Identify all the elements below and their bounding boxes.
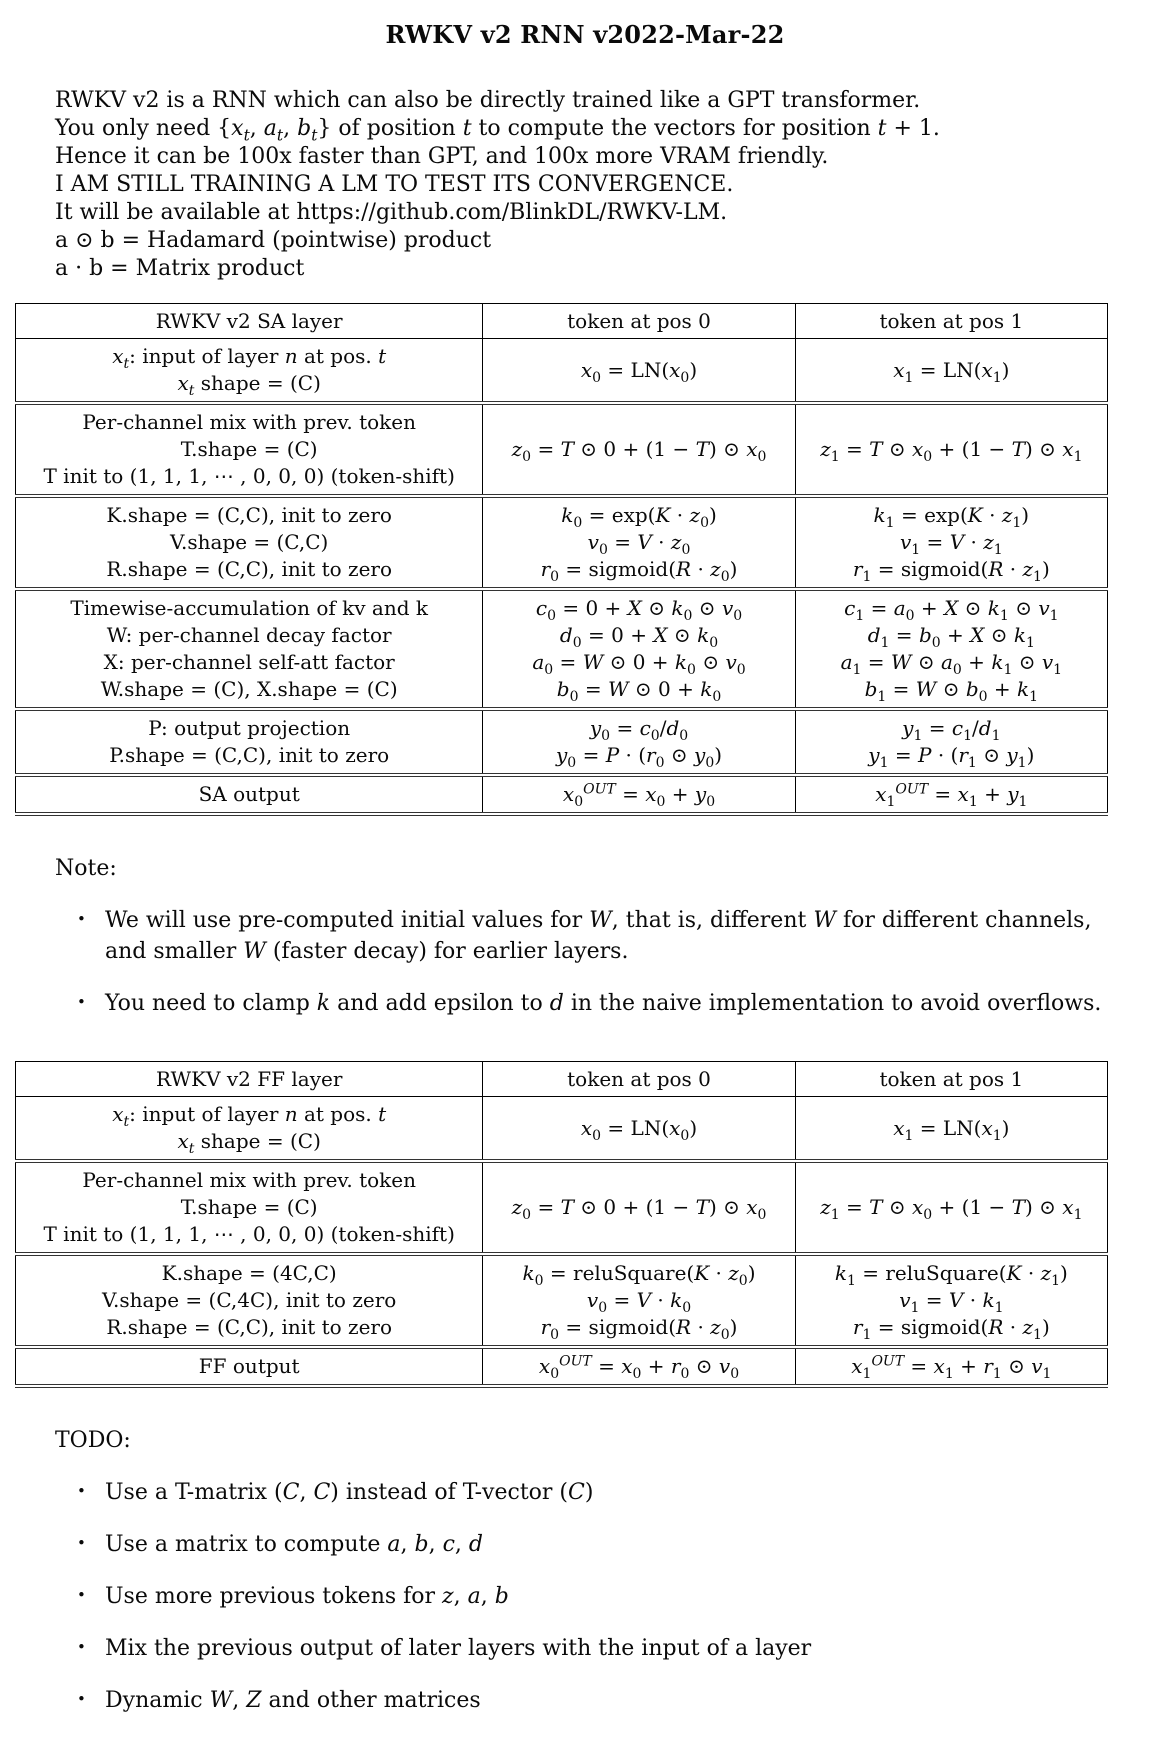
bullet-icon: •	[77, 1690, 86, 1708]
bullet-text: Use a matrix to compute a, b, c, d	[105, 1532, 483, 1557]
text-line: a · b = Matrix product	[55, 256, 305, 281]
formula-line: $k_1$ = reluSquare(K · $z_1$)	[834, 1261, 1068, 1289]
table-cell	[483, 403, 795, 496]
formula-line: $x_1^{OUT} = x_1 + y_1$	[875, 781, 1028, 810]
formula-line: $k_1 = \exp(K \cdot z_1)$	[873, 503, 1030, 531]
formula-line: T init to (1, 1, 1, ⋯ , 0, 0, 0) (token-shift)	[43, 1222, 455, 1246]
formula-line: $x_1 = LN(x_1)$	[893, 1115, 1010, 1144]
table-cell	[483, 339, 795, 404]
bullet-icon: •	[77, 1482, 86, 1500]
page-title: RWKV v2 RNN v2022-Mar-22	[385, 20, 785, 49]
formula-line: $x_0 = LN(x_0)$	[580, 1115, 698, 1144]
table-row	[16, 403, 1108, 496]
table-cell	[16, 1254, 483, 1347]
column-header: token at pos 1	[795, 304, 1107, 339]
formula-line: $x_0 = LN(x_0)$	[580, 357, 698, 386]
table-row	[16, 1161, 1108, 1254]
table-cell	[795, 339, 1107, 404]
formula-line: $y_0 = P \cdot (r_0$ ⊙ $y_0$)	[555, 743, 723, 771]
bullet-icon: •	[77, 993, 86, 1011]
text-line: It will be available at https://github.com/BlinkDL/RWKV-LM.	[55, 200, 728, 225]
formula-line: T.shape = (C)	[180, 437, 318, 461]
intro-paragraph	[55, 87, 1170, 283]
formula-line: $d_1 = b_0 + X$ ⊙ $k_1$	[867, 623, 1035, 651]
table-row	[16, 775, 1108, 814]
table-row	[16, 589, 1108, 709]
formula-line: $d_0 = 0 + X$ ⊙ $k_0$	[559, 623, 719, 651]
table-cell	[795, 1347, 1107, 1386]
table-cell	[795, 496, 1107, 589]
formula-line: $k_0$ = reluSquare(K · $z_0$)	[522, 1261, 756, 1289]
formula-line: $b_1 = W$ ⊙ $b_0 + k_1$	[864, 677, 1039, 705]
table-cell	[483, 496, 795, 589]
bullet-text: Use a T-matrix (C, C) instead of T-vector (C)	[105, 1480, 594, 1505]
formula-line: $x_t$ shape = (C)	[177, 1129, 321, 1157]
table-cell	[16, 339, 483, 404]
formula-line: $v_1 = V \cdot k_1$	[899, 1288, 1004, 1316]
table-cell	[16, 589, 483, 709]
text-line: RWKV v2 is a RNN which can also be directly trained like a GPT transformer.	[55, 88, 921, 113]
note-heading: Note:	[55, 856, 117, 881]
formula-line: $x_1 = LN(x_1)$	[893, 357, 1010, 386]
formula-line: $v_0 = V \cdot z_0$	[587, 530, 691, 558]
text-line: a ⊙ b = Hadamard (pointwise) product	[55, 228, 492, 253]
table-cell	[16, 496, 483, 589]
table-row	[16, 709, 1108, 775]
formula-line: $x_1^{OUT} = x_1 + r_1$ ⊙ $v_1$	[851, 1353, 1052, 1382]
column-header: token at pos 0	[483, 1062, 795, 1097]
formula-line: $v_0 = V \cdot k_0$	[586, 1288, 692, 1316]
bullet-text: You need to clamp k and add epsilon to d in the naive implementation to avoid overflows.	[105, 991, 1102, 1016]
table-cell	[795, 775, 1107, 814]
bullet-item	[75, 1477, 1105, 1508]
bullet-item	[75, 905, 1105, 967]
formula-line: FF output	[198, 1354, 300, 1378]
bullet-item	[75, 988, 1105, 1019]
formula-line: $z_1 = T$ ⊙ $x_0 + (1 - T)$ ⊙ $x_1$	[820, 1195, 1083, 1223]
text-line: You only need {$x_t$, $a_t$, $b_t$} of position t to compute the vectors for position t + 1.	[55, 116, 940, 145]
formula-line: K.shape = (4C,C)	[161, 1261, 337, 1285]
bullet-item	[75, 1581, 1105, 1612]
formula-line: R.shape = (C,C), init to zero	[106, 557, 393, 581]
table-cell	[483, 1254, 795, 1347]
formula-line: $x_0^{OUT} = x_0 + r_0$ ⊙ $v_0$	[538, 1353, 740, 1382]
table-header-row	[16, 1062, 1108, 1097]
formula-line: T.shape = (C)	[180, 1195, 318, 1219]
column-header: token at pos 1	[795, 1062, 1107, 1097]
table-row	[16, 1097, 1108, 1162]
table-header-row	[16, 304, 1108, 339]
column-header: token at pos 0	[483, 304, 795, 339]
bullet-text: Mix the previous output of later layers with the input of a layer	[105, 1636, 812, 1661]
bullet-text: Use more previous tokens for z, a, b	[105, 1584, 509, 1609]
todo-bullet-list	[75, 1477, 1105, 1716]
bullet-icon: •	[77, 910, 86, 928]
column-header: RWKV v2 SA layer	[16, 304, 483, 339]
table-cell	[795, 1097, 1107, 1162]
formula-line: $c_1 = a_0 + X$ ⊙ $k_1$ ⊙ $v_1$	[844, 596, 1059, 624]
formula-line: V.shape = (C,C)	[170, 530, 329, 554]
table-cell	[16, 1097, 483, 1162]
formula-line: K.shape = (C,C), init to zero	[106, 503, 392, 527]
table-body	[16, 1097, 1108, 1387]
text-line: I AM STILL TRAINING A LM TO TEST ITS CONVERGENCE.	[55, 172, 734, 197]
formula-line: $r_0$ = sigmoid(R · $z_0$)	[540, 1315, 738, 1343]
bullet-item	[75, 1633, 1105, 1664]
table-cell	[483, 1097, 795, 1162]
table-cell	[795, 709, 1107, 775]
column-header: RWKV v2 FF layer	[16, 1062, 483, 1097]
table-row	[16, 1254, 1108, 1347]
table-cell	[16, 1161, 483, 1254]
formula-line: SA output	[198, 782, 300, 806]
table-row	[16, 1347, 1108, 1386]
formula-line: Per-channel mix with prev. token	[82, 1168, 416, 1192]
table-cell	[483, 589, 795, 709]
formula-line: $a_0 = W$ ⊙ $0 + k_0$ ⊙ $v_0$	[532, 650, 746, 678]
formula-line: Timewise-accumulation of kv and k	[70, 596, 429, 620]
formula-line: $r_1$ = sigmoid(R · $z_1$)	[852, 557, 1050, 585]
table-body	[16, 339, 1108, 815]
formula-line: R.shape = (C,C), init to zero	[106, 1315, 393, 1339]
ff-layer-table	[15, 1061, 1108, 1388]
table-cell	[795, 1161, 1107, 1254]
formula-line: $k_0 = \exp(K \cdot z_0)$	[561, 503, 717, 531]
formula-line: $z_0 = T$ ⊙ 0 + (1 − T) ⊙ $x_0$	[511, 437, 767, 465]
formula-line: V.shape = (C,4C), init to zero	[102, 1288, 397, 1312]
formula-line: W: per-channel decay factor	[106, 623, 392, 647]
table-cell	[795, 589, 1107, 709]
bullet-text: We will use pre-computed initial values for W, that is, different W for different channels, and smaller W (faster decay) for earlier layers.	[105, 908, 1092, 964]
sa-layer-table	[15, 303, 1108, 816]
table-cell	[483, 1161, 795, 1254]
formula-line: $z_1 = T$ ⊙ $x_0 + (1 - T)$ ⊙ $x_1$	[820, 437, 1083, 465]
table-cell	[483, 775, 795, 814]
formula-line: $a_1 = W$ ⊙ $a_0 + k_1$ ⊙ $v_1$	[840, 650, 1063, 678]
table-cell	[16, 709, 483, 775]
formula-line: $b_0 = W$ ⊙ $0 + k_0$	[556, 677, 722, 705]
formula-line: $x_t$ shape = (C)	[177, 371, 321, 399]
table-cell	[16, 1347, 483, 1386]
formula-line: $c_0 = 0 + X$ ⊙ $k_0$ ⊙ $v_0$	[535, 596, 743, 624]
bullet-icon: •	[77, 1586, 86, 1604]
formula-line: X: per-channel self-att factor	[103, 650, 395, 674]
formula-line: $y_0 = c_0/d_0$	[589, 716, 689, 744]
todo-heading: TODO:	[55, 1428, 131, 1453]
bullet-item	[75, 1685, 1105, 1716]
formula-line: T init to (1, 1, 1, ⋯ , 0, 0, 0) (token-shift)	[43, 464, 455, 488]
bullet-item	[75, 1529, 1105, 1560]
formula-line: $r_0$ = sigmoid(R · $z_0$)	[540, 557, 738, 585]
formula-line: $y_1 = P \cdot (r_1$ ⊙ $y_1$)	[868, 743, 1035, 771]
table-cell	[483, 709, 795, 775]
formula-line: $x_t$: input of layer n at pos. t	[112, 1102, 387, 1130]
table-cell	[16, 775, 483, 814]
table-row	[16, 496, 1108, 589]
formula-line: P.shape = (C,C), init to zero	[109, 743, 390, 767]
bullet-icon: •	[77, 1534, 86, 1552]
table-cell	[483, 1347, 795, 1386]
formula-line: $y_1 = c_1/d_1$	[902, 716, 1001, 744]
table-cell	[795, 403, 1107, 496]
formula-line: $v_1 = V \cdot z_1$	[899, 530, 1003, 558]
formula-line: P: output projection	[148, 716, 351, 740]
bullet-text: Dynamic W, Z and other matrices	[105, 1688, 481, 1713]
table-cell	[795, 1254, 1107, 1347]
formula-line: $r_1$ = sigmoid(R · $z_1$)	[852, 1315, 1050, 1343]
table-row	[16, 339, 1108, 404]
table-cell	[16, 403, 483, 496]
formula-line: $x_t$: input of layer n at pos. t	[112, 344, 387, 372]
formula-line: $x_0^{OUT} = x_0 + y_0$	[562, 781, 716, 810]
text-line: Hence it can be 100x faster than GPT, and 100x more VRAM friendly.	[55, 144, 829, 169]
bullet-icon: •	[77, 1638, 86, 1656]
formula-line: $z_0 = T$ ⊙ 0 + (1 − T) ⊙ $x_0$	[511, 1195, 767, 1223]
formula-line: Per-channel mix with prev. token	[82, 410, 416, 434]
note-bullet-list	[75, 905, 1105, 1019]
formula-line: W.shape = (C), X.shape = (C)	[100, 677, 398, 701]
